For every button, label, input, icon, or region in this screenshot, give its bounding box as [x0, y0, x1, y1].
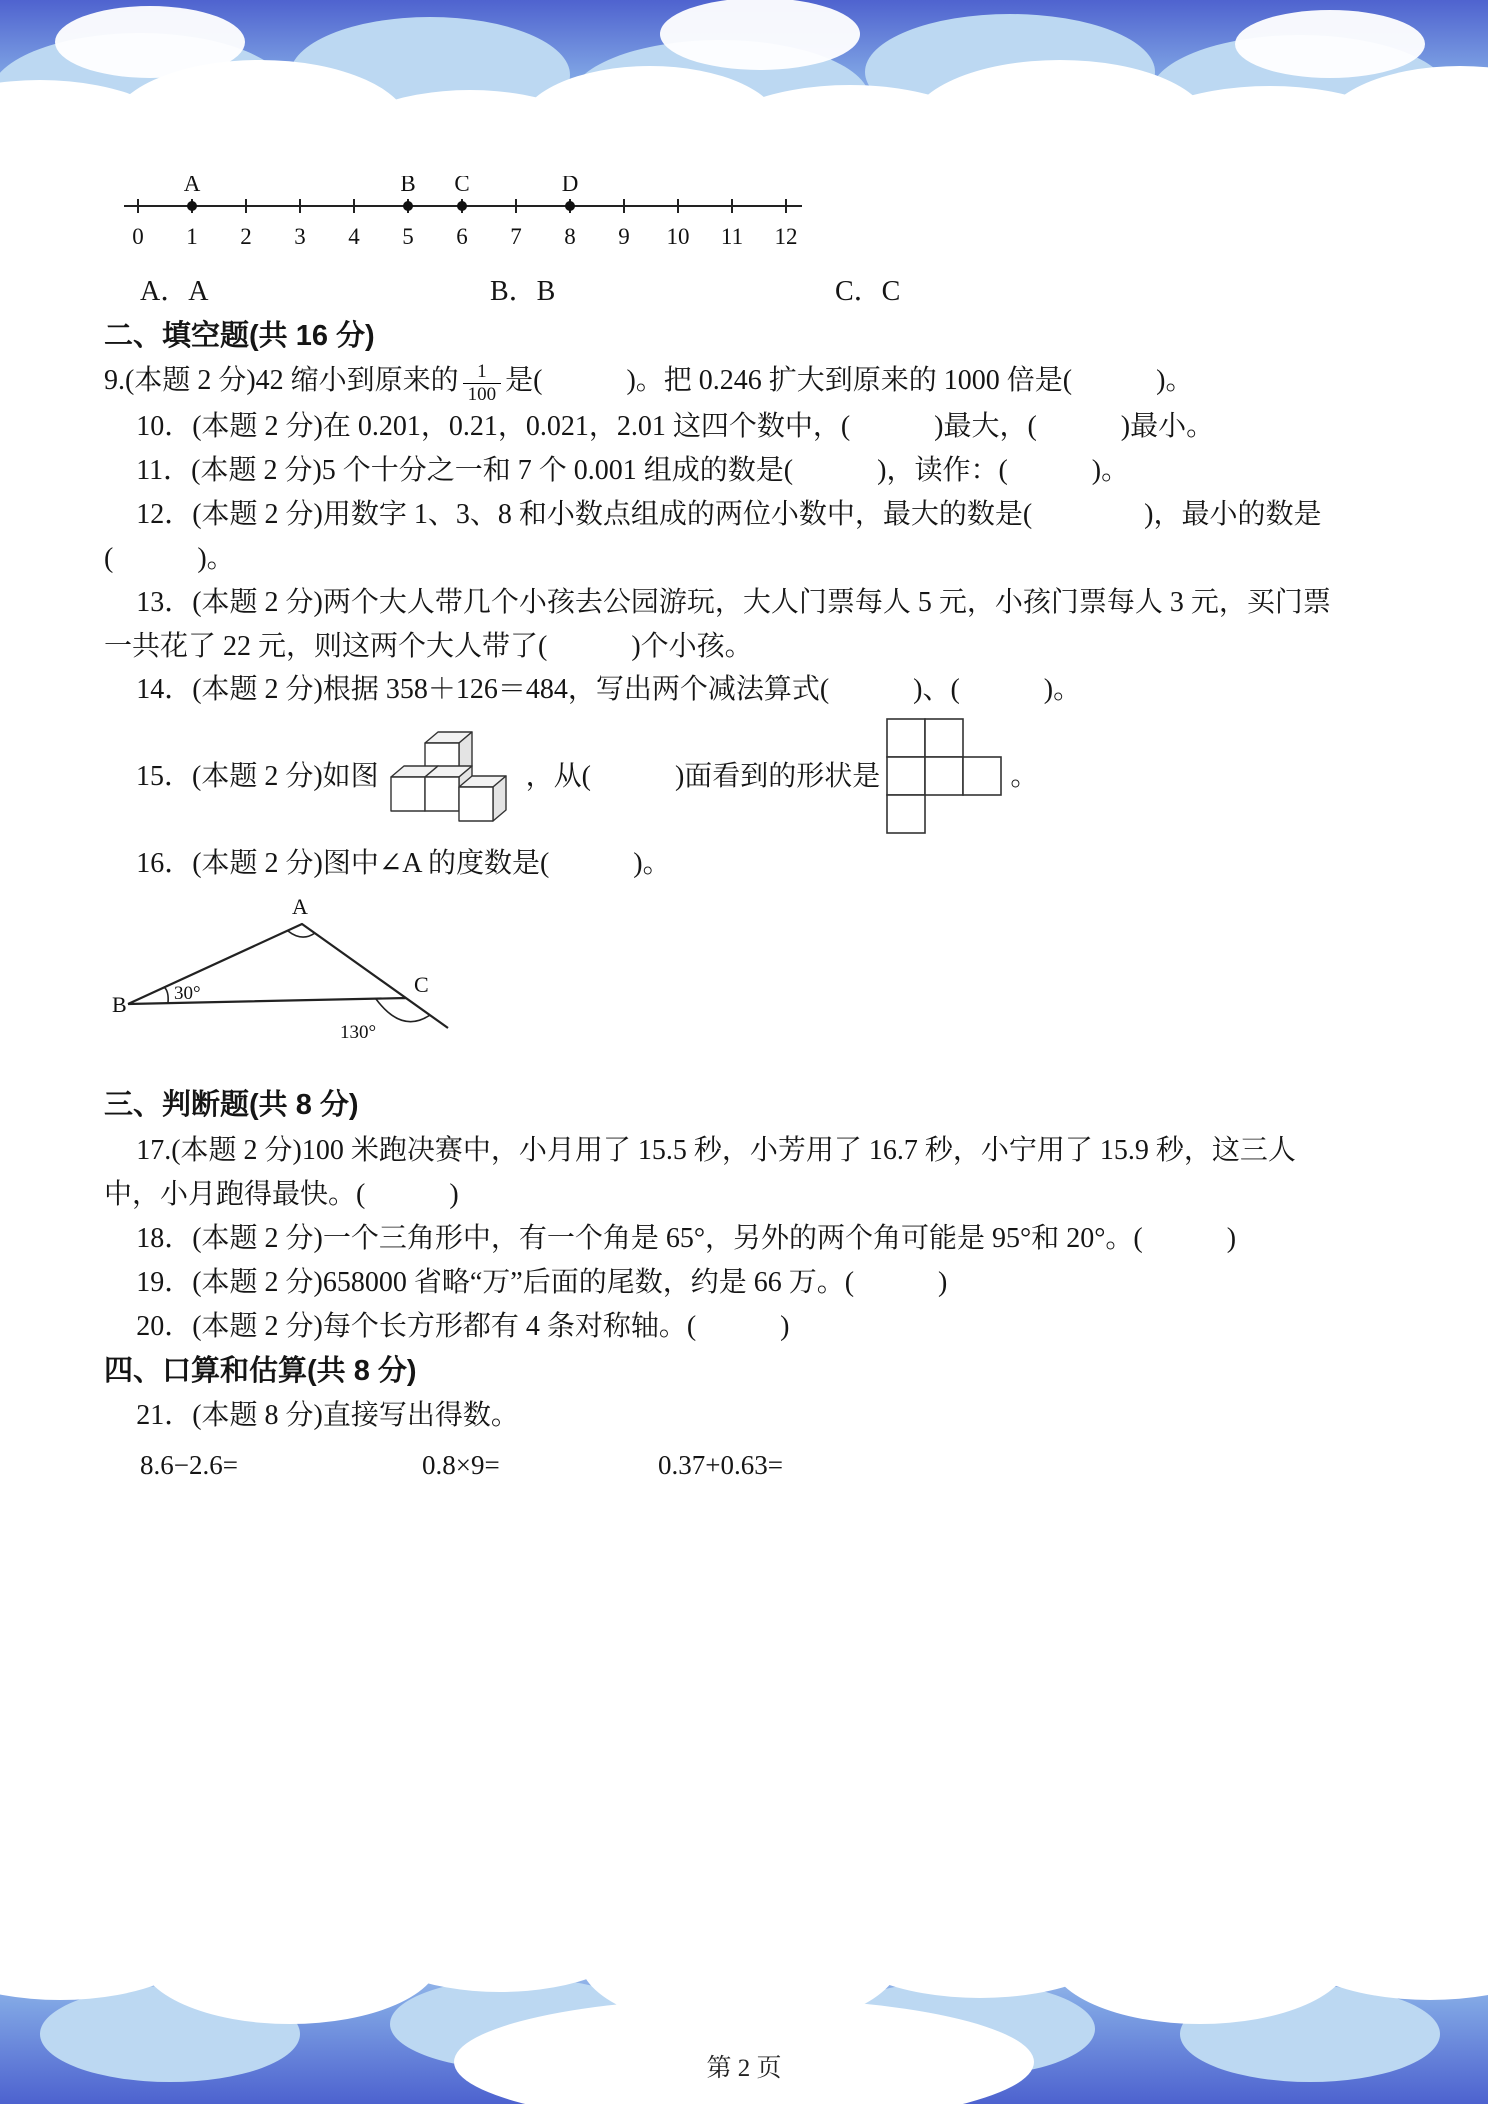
fraction-denominator: 100 — [463, 383, 502, 405]
question-18: 18．(本题 2 分)一个三角形中，有一个角是 65°，另外的两个角可能是 95°和 20°。( ) — [136, 1222, 1237, 1254]
question-15-text-3: 。 — [1010, 761, 1039, 793]
triangle-figure — [112, 896, 1344, 1075]
question-13: 13．(本题 2 分)两个大人带几个小孩去公园游玩，大人门票每人 5 元，小孩门票每人 3 元，买门票一共花了 22 元，则这两个大人带了( )个小孩。 — [104, 586, 1331, 662]
point-label-d: D — [561, 176, 579, 196]
question-21: 21．(本题 8 分)直接写出得数。 — [136, 1400, 519, 1432]
tick-label: 9 — [618, 224, 630, 249]
fraction-1-100 — [463, 361, 502, 405]
exam-content — [0, 168, 1488, 1486]
section-heading-judge: 三、判断题(共 8 分) — [104, 1089, 359, 1122]
tick-label: 6 — [456, 224, 468, 249]
fraction-numerator: 1 — [477, 361, 487, 383]
point-label-c: C — [454, 176, 470, 196]
section-heading-oral-calc: 四、口算和估算(共 8 分) — [104, 1354, 417, 1387]
question-11: 11．(本题 2 分)5 个十分之一和 7 个 0.001 组成的数是( )，读作：( )。 — [136, 454, 1130, 486]
tick-label: 2 — [240, 224, 252, 249]
question-15 — [104, 718, 1344, 836]
question-9 — [104, 359, 1344, 404]
view-shape-figure — [886, 718, 1004, 836]
calc-item-1: 8.6−2.6= — [140, 1450, 238, 1481]
tick-label: 10 — [666, 224, 690, 249]
tick-label: 12 — [774, 224, 798, 249]
tick-label: 4 — [348, 224, 360, 249]
calc-row — [140, 1444, 1344, 1486]
point-label-a: A — [183, 176, 201, 196]
triangle-vertex-c: C — [414, 972, 429, 998]
page-footer: 第 2 页 — [706, 2055, 782, 2082]
option-b: B．B — [490, 275, 556, 307]
question-12: 12．(本题 2 分)用数字 1、3、8 和小数点组成的两位小数中，最大的数是( )，最小的数是( )。 — [104, 498, 1322, 574]
tick-label: 3 — [294, 224, 306, 249]
question-20: 20．(本题 2 分)每个长方形都有 4 条对称轴。( ) — [136, 1310, 790, 1342]
calc-item-3: 0.37+0.63= — [658, 1450, 783, 1481]
question-19: 19．(本题 2 分)658000 省略“万”后面的尾数，约是 66 万。( ) — [136, 1266, 948, 1298]
question-14: 14．(本题 2 分)根据 358＋126＝484，写出两个减法算式( )、( )。 — [136, 674, 1082, 706]
section-heading-fill-blank: 二、填空题(共 16 分) — [104, 319, 375, 352]
question-17: 17.(本题 2 分)100 米跑决赛中，小月用了 15.5 秒，小芳用了 16.7 秒，小宁用了 15.9 秒，这三人中，小月跑得最快。( ) — [104, 1134, 1296, 1210]
tick-label: 7 — [510, 224, 522, 249]
point-label-b: B — [400, 176, 416, 196]
tick-label: 8 — [564, 224, 576, 249]
tick-label: 11 — [720, 224, 744, 249]
triangle-vertex-a: A — [292, 896, 308, 920]
option-a: A．A — [140, 275, 209, 307]
tick-label: 0 — [132, 224, 144, 249]
option-c: C．C — [835, 275, 901, 307]
question-10: 10．(本题 2 分)在 0.201，0.21，0.021，2.01 这四个数中，( )最大，( )最小。 — [136, 410, 1215, 442]
choice-options-row — [140, 270, 1344, 314]
cubes-figure — [385, 727, 520, 827]
question-9-text: 9.(本题 2 分)42 缩小到原来的 — [104, 365, 459, 397]
top-cloud-decoration — [0, 0, 1488, 170]
calc-item-2: 0.8×9= — [422, 1450, 500, 1481]
question-15-text-1: 15．(本题 2 分)如图 — [136, 761, 379, 793]
tick-label: 1 — [186, 224, 198, 249]
tick-label: 5 — [402, 224, 414, 249]
question-9-text-cont: 是( )。把 0.246 扩大到原来的 1000 倍是( )。 — [505, 365, 1194, 397]
angle-b-label: 30° — [174, 983, 201, 1005]
triangle-vertex-b: B — [112, 992, 127, 1018]
number-line-figure — [118, 176, 1344, 268]
question-15-text-2: ，从( )面看到的形状是 — [525, 761, 881, 793]
question-16: 16．(本题 2 分)图中∠A 的度数是( )。 — [136, 848, 671, 880]
angle-c-exterior-label: 130° — [340, 1022, 377, 1044]
